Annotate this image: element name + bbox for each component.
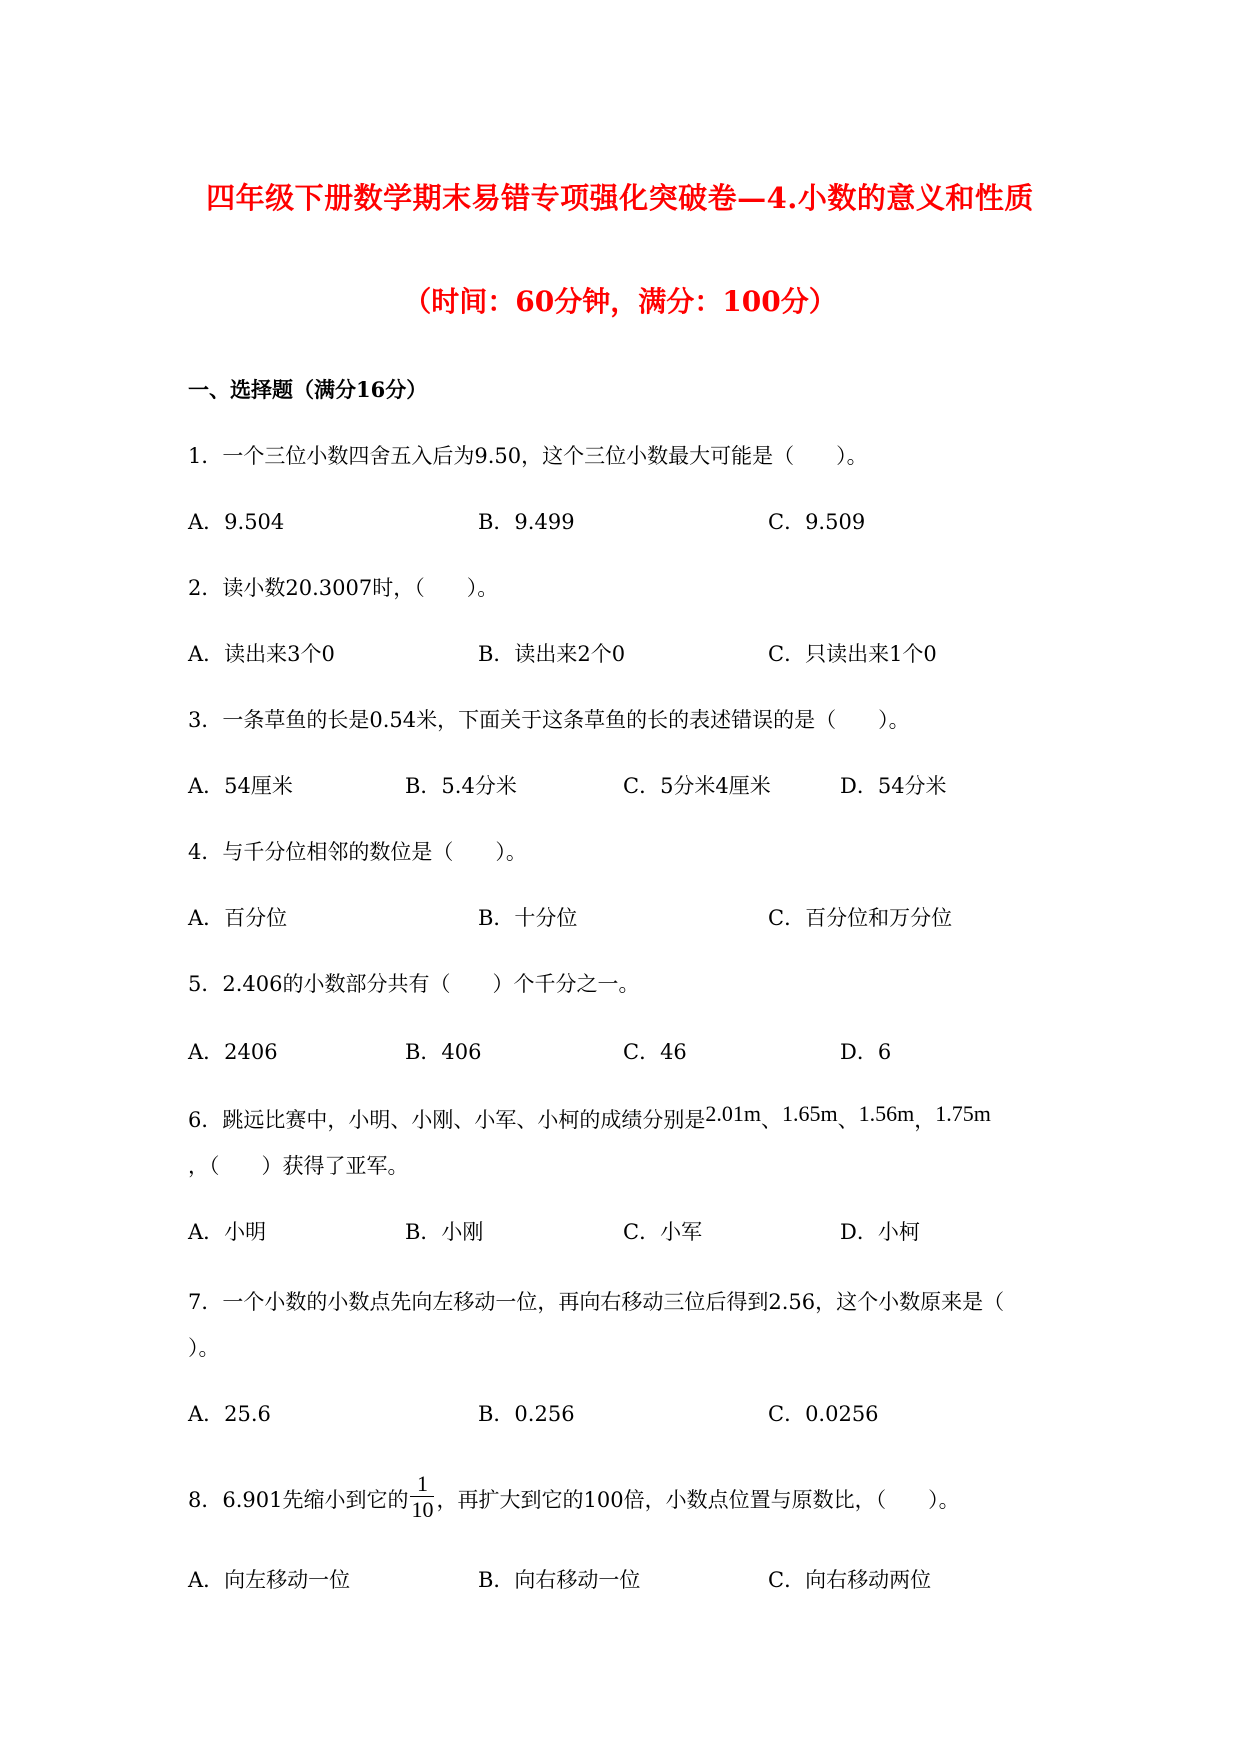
q6-option-b: B．小刚 xyxy=(405,1220,484,1244)
q3-option-d: D．54分米 xyxy=(840,774,947,798)
q5-option-d: D．6 xyxy=(840,1040,892,1064)
q6-separator: 、 xyxy=(837,1108,859,1132)
question-2: 2．读小数20.3007时，（ ）。 xyxy=(188,576,499,600)
q8-option-b: B．向右移动一位 xyxy=(478,1568,641,1592)
q6-option-d: D．小柯 xyxy=(840,1220,920,1244)
question-5: 5．2.406的小数部分共有（ ）个千分之一。 xyxy=(188,972,640,996)
page-title: 四年级下册数学期末易错专项强化突破卷—4.小数的意义和性质 xyxy=(206,181,1034,215)
q8-option-a: A．向左移动一位 xyxy=(188,1568,351,1592)
q6-separator: 、 xyxy=(760,1108,782,1132)
q8-fraction xyxy=(410,1472,434,1523)
question-4: 4．与千分位相邻的数位是（ ）。 xyxy=(188,840,527,864)
q3-option-a: A．54厘米 xyxy=(188,774,293,798)
page-subtitle: （时间：60分钟，满分：100分） xyxy=(403,285,837,318)
section-heading: 一、选择题（满分16分） xyxy=(188,377,428,402)
question-6-continued: ，（ ）获得了亚军。 xyxy=(188,1154,409,1178)
question-1: 1．一个三位小数四舍五入后为9.50，这个三位小数最大可能是（ ）。 xyxy=(188,444,868,468)
question-7-continued: ）。 xyxy=(188,1336,220,1360)
q6-score-xiaoming: 2.01m xyxy=(705,1101,761,1126)
q2-option-c: C．只读出来1个0 xyxy=(768,642,937,666)
question-7: 7．一个小数的小数点先向左移动一位，再向右移动三位后得到2.56，这个小数原来是（ xyxy=(188,1290,1005,1314)
q4-option-a: A．百分位 xyxy=(188,906,288,930)
q6-separator: ， xyxy=(914,1108,936,1132)
question-6 xyxy=(188,1101,991,1134)
question-8 xyxy=(188,1471,960,1527)
q8-stem-post: ，再扩大到它的100倍，小数点位置与原数比，（ ）。 xyxy=(436,1488,960,1512)
q5-option-a: A．2406 xyxy=(188,1040,278,1064)
q8-stem-pre: 8．6.901先缩小到它的 xyxy=(188,1488,409,1512)
q7-option-b: B．0.256 xyxy=(478,1402,575,1426)
q1-option-b: B．9.499 xyxy=(478,510,575,534)
q6-option-c: C．小军 xyxy=(623,1220,703,1244)
q2-option-b: B．读出来2个0 xyxy=(478,642,626,666)
q3-option-c: C．5分米4厘米 xyxy=(623,774,771,798)
q6-score-xiaojun: 1.56m xyxy=(858,1101,915,1126)
q7-option-a: A．25.6 xyxy=(188,1402,271,1426)
q4-option-b: B．十分位 xyxy=(478,906,578,930)
question-3: 3．一条草鱼的长是0.54米，下面关于这条草鱼的长的表述错误的是（ ）。 xyxy=(188,708,910,732)
q5-option-b: B．406 xyxy=(405,1040,482,1064)
fraction-numerator: 1 xyxy=(410,1472,434,1497)
q6-option-a: A．小明 xyxy=(188,1220,267,1244)
q6-score-xiaogang: 1.65m xyxy=(781,1101,838,1126)
q6-stem: 6．跳远比赛中，小明、小刚、小军、小柯的成绩分别是 xyxy=(188,1108,706,1132)
q7-option-c: C．0.0256 xyxy=(768,1402,879,1426)
q1-option-c: C．9.509 xyxy=(768,510,866,534)
q3-option-b: B．5.4分米 xyxy=(405,774,517,798)
q4-option-c: C．百分位和万分位 xyxy=(768,906,953,930)
q8-option-c: C．向右移动两位 xyxy=(768,1568,932,1592)
q6-score-xiaoke: 1.75m xyxy=(935,1101,991,1126)
q1-option-a: A．9.504 xyxy=(188,510,285,534)
q2-option-a: A．读出来3个0 xyxy=(188,642,335,666)
q5-option-c: C．46 xyxy=(623,1040,687,1064)
fraction-denominator: 10 xyxy=(411,1497,434,1522)
